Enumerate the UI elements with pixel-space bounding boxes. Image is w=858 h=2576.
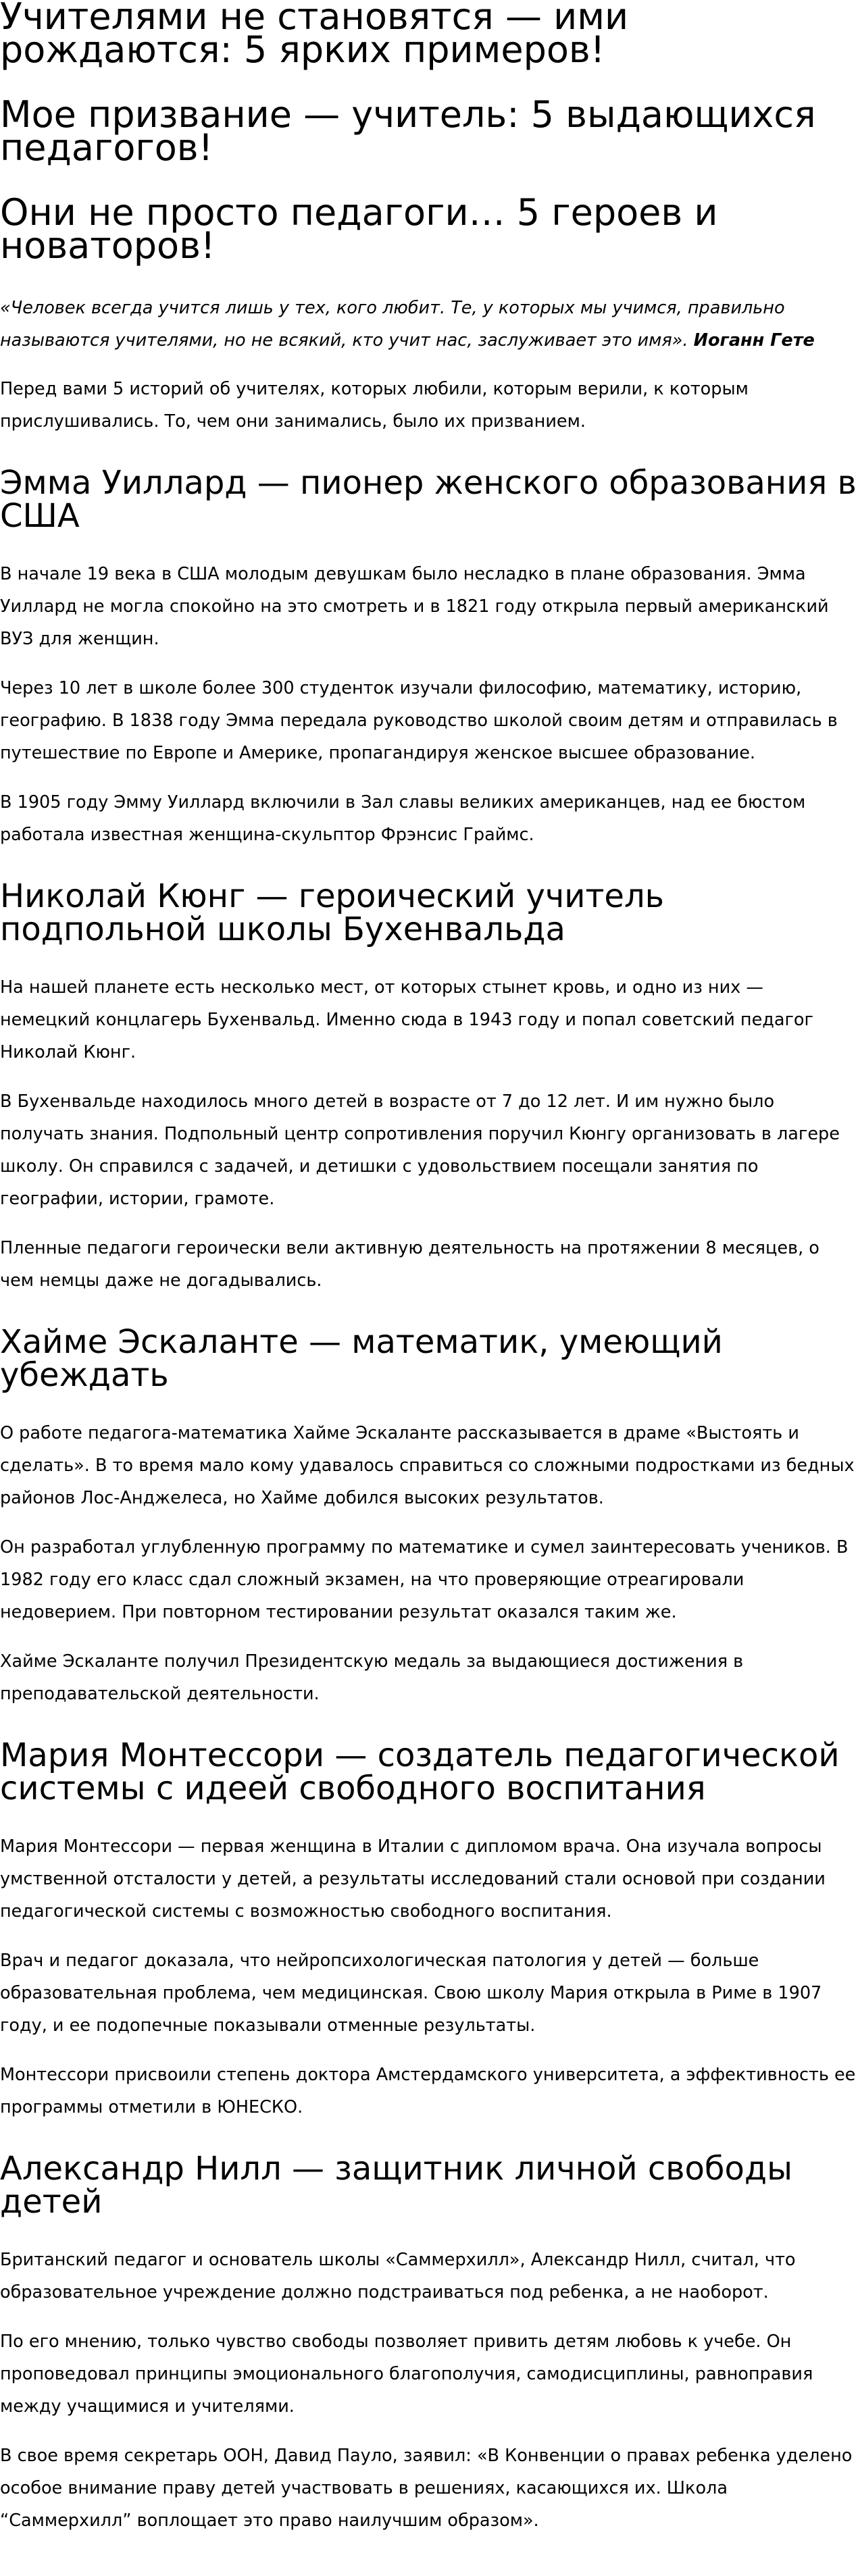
section-paragraph: По его мнению, только чувство свободы позволяет привить детям любовь к учебе. Он проповедовал принципы эмоционального благополучия, самодисциплины, равноправия между учащимися и учителями. <box>0 2332 813 2417</box>
section-paragraph: В начале 19 века в США молодым девушкам было несладко в плане образования. Эмма Уиллард не могла спокойно на это смотреть и в 1821 году открыла первый американский ВУЗ для женщин. <box>0 564 829 649</box>
section-heading-kyung: Николай Кюнг — героический учитель подпольной школы Бухенвальда <box>0 877 664 948</box>
section-paragraph: Он разработал углубленную программу по математике и сумел заинтересовать учеников. В 1982 году его класс сдал сложный экзамен, на что проверяющие отреагировали недоверием. При повторном тестировании результат оказался таким же. <box>0 1537 849 1622</box>
epigraph-quote <box>0 292 857 357</box>
section-heading-willard: Эмма Уиллард — пионер женского образования в США <box>0 464 857 535</box>
article-title-alt: Мое призвание — учитель: 5 выдающихся педагогов! <box>0 93 816 169</box>
quote-author: Иоганн Гете <box>693 330 815 351</box>
section-heading-neill: Александр Нилл — защитник личной свободы детей <box>0 2150 792 2221</box>
section-paragraph: Монтессори присвоили степень доктора Амстердамского университета, а эффективность ее программы отметили в ЮНЕСКО. <box>0 2065 856 2117</box>
section-paragraph: Врач и педагог доказала, что нейропсихологическая патология у детей — больше образовательная проблема, чем медицинская. Свою школу Мария открыла в Риме в 1907 году, и ее подопечные показывали отменные результаты. <box>0 1951 822 2036</box>
section-paragraph: В свое время секретарь ООН, Давид Пауло, заявил: «В Конвенции о правах ребенка уделено особое внимание праву детей участвовать в решениях, касающихся их. Школа “Саммерхилл” воплощает это право наилучшим образом». <box>0 2446 853 2531</box>
section-paragraph: В 1905 году Эмму Уиллард включили в Зал славы великих американцев, над ее бюстом работала известная женщина-скульптор Фрэнсис Граймс. <box>0 792 806 845</box>
section-paragraph: Хайме Эскаланте получил Президентскую медаль за выдающиеся достижения в преподавательской деятельности. <box>0 1651 744 1704</box>
section-paragraph: Пленные педагоги героически вели активную деятельность на протяжении 8 месяцев, о чем немцы даже не догадывались. <box>0 1238 819 1291</box>
section-paragraph: В Бухенвальде находилось много детей в возрасте от 7 до 12 лет. И им нужно было получать знания. Подпольный центр сопротивления поручил Кюнгу организовать в лагере школу. Он справился с задачей, и детишки с удовольствием посещали занятия по географии, истории, грамоте. <box>0 1091 840 1209</box>
section-paragraph: Мария Монтессори — первая женщина в Италии с дипломом врача. Она изучала вопросы умственной отсталости у детей, а результаты исследований стали основой при создании педагогической системы с возможностью свободного воспитания. <box>0 1836 826 1922</box>
section-paragraph: Британский педагог и основатель школы «Саммерхилл», Александр Нилл, считал, что образовательное учреждение должно подстраиваться под ребенка, а не наоборот. <box>0 2250 796 2302</box>
article-title: Учителями не становятся — ими рождаются: 5 ярких примеров! <box>0 0 629 71</box>
section-paragraph: О работе педагога-математика Хайме Эскаланте рассказывается в драме «Выстоять и сделать». В то время мало кому удавалось справиться со сложными подростками из бедных районов Лос-Анджелеса, но Хайме добился высоких результатов. <box>0 1423 855 1508</box>
section-paragraph: Через 10 лет в школе более 300 студенток изучали философию, математику, историю, географию. В 1838 году Эмма передала руководство школой своим детям и отправилась в путешествие по Европе и Америке, пропагандируя женское высшее образование. <box>0 678 838 763</box>
section-paragraph: На нашей планете есть несколько мест, от которых стынет кровь, и одно из них — немецкий концлагерь Бухенвальд. Именно сюда в 1943 году и попал советский педагог Николай Кюнг. <box>0 977 813 1062</box>
section-heading-montessori: Мария Монтессори — создатель педагогической системы с идеей свободного воспитания <box>0 1736 840 1807</box>
quote-text: «Человек всегда учится лишь у тех, кого любит. Те, у которых мы учимся, правильно называются учителями, но не всякий, кто учит нас, заслуживает это имя». <box>0 298 785 351</box>
article-title-alt: Они не просто педагоги… 5 героев и новаторов! <box>0 191 718 267</box>
section-heading-escalante: Хайме Эскаланте — математик, умеющий убеждать <box>0 1323 723 1394</box>
intro-paragraph: Перед вами 5 историй об учителях, которых любили, которым верили, к которым прислушивались. То, чем они занимались, было их призванием. <box>0 379 749 432</box>
